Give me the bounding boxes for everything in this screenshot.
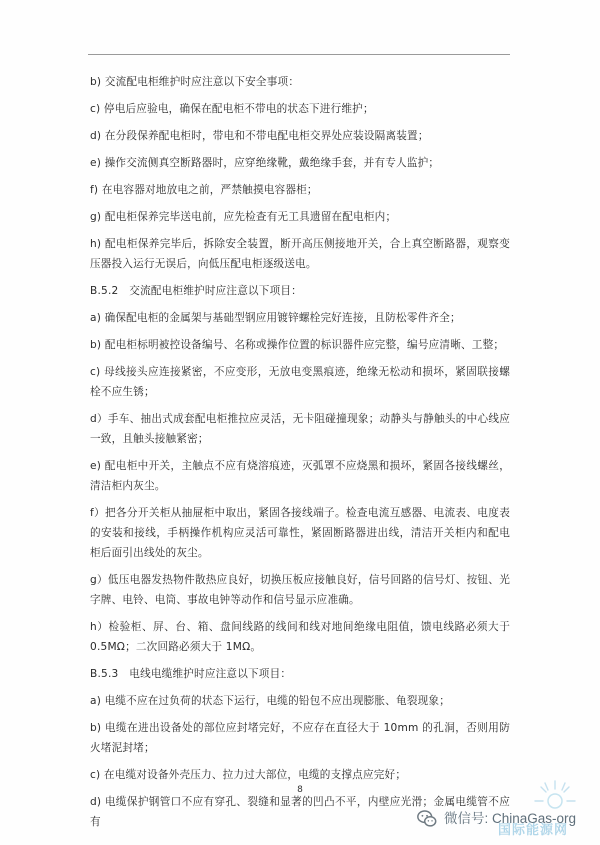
paragraph: e) 配电柜中开关，主触点不应有烧溶痕迹，灭弧罩不应烧黑和损坏，紧固各接线螺丝，清洁柜内灰尘。 (90, 460, 510, 492)
paragraph: b) 交流配电柜维护时应注意以下安全事项： (90, 76, 300, 88)
paragraph: h）检验柜、屏、台、箱、盘间线路的线间和线对地间绝缘电阻值，馈电线路必须大于 0.5MΩ；二次回路必须大于 1MΩ。 (90, 621, 510, 653)
paragraph: c) 母线接头应连接紧密，不应变形，无放电变黑痕迹，绝缘无松动和损坏，紧固联接螺栓不应生锈； (90, 366, 510, 398)
sun-logo-icon (530, 777, 580, 817)
paragraph: c) 在电缆对设备外壳压力、拉力过大部位，电缆的支撑点应完好； (90, 769, 407, 781)
paragraph: h) 配电柜保养完毕后，拆除安全装置，断开高压侧接地开关，合上真空断路器，观察变压器投入运行无误后，向低压配电柜逐级送电。 (90, 238, 510, 270)
paragraph: d) 电缆保护钢管口不应有穿孔、裂缝和显著的凹凸不平，内壁应光滑；金属电缆管不应有 (90, 796, 510, 828)
page-body (90, 72, 510, 839)
watermark-main-text: 微信号: ChinaGas-org (444, 811, 577, 826)
page-number: 8 (297, 785, 303, 795)
paragraph: b) 配电柜标明被控设备编号、名称或操作位置的标识器件应完整，编号应清晰、工整； (90, 339, 505, 351)
paragraph: c) 停电后应验电，确保在配电柜不带电的状态下进行维护； (90, 103, 374, 115)
wechat-logo-icon (416, 808, 438, 830)
paragraph: e) 操作交流侧真空断路器时，应穿绝缘靴，戴绝缘手套，并有专人监护； (90, 157, 440, 169)
paragraph: a) 确保配电柜的金属架与基础型钢应用镀锌螺栓完好连接，且防松零件齐全； (90, 312, 461, 324)
section-heading: B.5.2 交流配电柜维护时应注意以下项目： (90, 285, 302, 297)
paragraph: d) 在分段保养配电柜时，带电和不带电配电柜交界处应装设隔离装置； (90, 130, 429, 142)
paragraph: f）把各分开关柜从抽屉柜中取出，紧固各接线端子。检查电流互感器、电流表、电度表的安装和接线，手柄操作机构应灵活可靠性，紧固断路器进出线，清洁开关柜内和配电柜后面引出线处的灰尘。 (90, 507, 510, 559)
paragraph: f) 在电容器对地放电之前，严禁触摸电容器柜； (90, 184, 318, 196)
paragraph: d）手车、抽出式成套配电柜推拉应灵活，无卡阻碰撞现象；动静头与静触头的中心线应一致，且触头接触紧密； (90, 413, 510, 445)
paragraph: b) 电缆在进出设备处的部位应封堵完好，不应存在直径大于 10mm 的孔洞，否则用防火堵泥封堵； (90, 722, 510, 754)
paragraph: g）低压电器发热物件散热应良好，切换压板应接触良好，信号回路的信号灯、按钮、光字牌、电铃、电筒、事故电钟等动作和信号显示应准确。 (90, 574, 510, 606)
watermark-sub-text: 国际能源网 (498, 822, 569, 837)
paragraph: a) 电缆不应在过负荷的状态下运行，电缆的铅包不应出现膨胀、龟裂现象； (90, 695, 450, 707)
section-heading: B.5.3 电线电缆维护时应注意以下项目： (90, 668, 292, 680)
header-rule (88, 54, 510, 55)
paragraph: g) 配电柜保养完毕送电前，应先检查有无工具遗留在配电柜内； (90, 211, 397, 223)
